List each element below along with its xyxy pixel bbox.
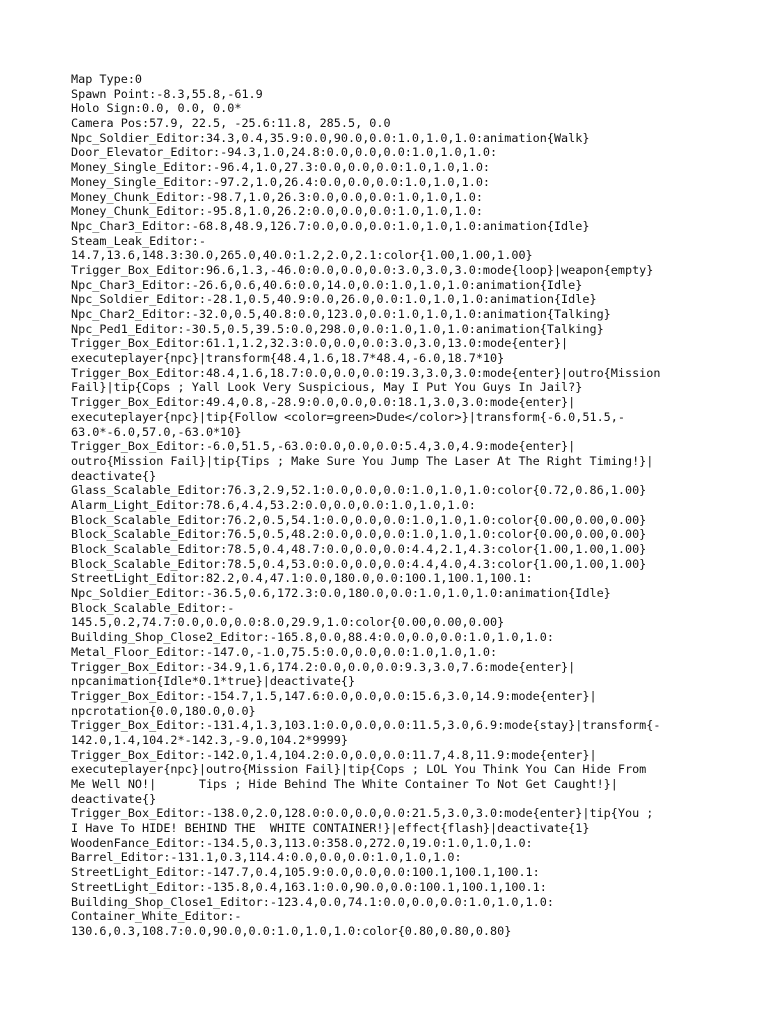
text-line: npcrotation{0.0,180.0,0.0} (71, 703, 256, 718)
text-line: Money_Chunk_Editor:-95.8,1.0,26.2:0.0,0.0,0.0:1.0,1.0,1.0: (71, 204, 483, 219)
text-line: Me Well NO!| Tips ; Hide Behind The White Container To Not Get Caught!}| (71, 777, 618, 791)
text-line: WoodenFance_Editor:-134.5,0.3,113.0:358.0,272.0,19.0:1.0,1.0,1.0: (71, 835, 533, 850)
document-body (71, 72, 751, 939)
text-line: StreetLight_Editor:82.2,0.4,47.1:0.0,180.0,0.0:100.1,100.1,100.1: (71, 571, 533, 586)
text-line: Spawn Point:-8.3,55.8,-61.9 (71, 86, 263, 101)
text-line: Block_Scalable_Editor:78.5,0.4,53.0:0.0,0.0,0.0:4.4,4.0,4.3:color{1.00,1.00,1.00} (71, 556, 647, 571)
text-line: Glass_Scalable_Editor:76.3,2.9,52.1:0.0,0.0,0.0:1.0,1.0,1.0:color{0.72,0.86,1.00} (71, 483, 647, 498)
text-line: 145.5,0.2,74.7:0.0,0.0,0.0:8.0,29.9,1.0:color{0.00,0.00,0.00} (71, 615, 505, 630)
text-line: Trigger_Box_Editor:-154.7,1.5,147.6:0.0,0.0,0.0:15.6,3.0,14.9:mode{enter}| (71, 688, 597, 703)
text-line: Alarm_Light_Editor:78.6,4.4,53.2:0.0,0.0,0.0:1.0,1.0,1.0: (71, 497, 476, 512)
text-line: executeplayer{npc}|tip{Follow <color=green>Dude</color>}|transform{-6.0,51.5,- (71, 409, 625, 424)
text-line: Door_Elevator_Editor:-94.3,1.0,24.8:0.0,0.0,0.0:1.0,1.0,1.0: (71, 145, 498, 160)
text-line: executeplayer{npc}|outro{Mission Fail}|tip{Cops ; LOL You Think You Can Hide From (71, 762, 647, 777)
text-line: Block_Scalable_Editor:76.2,0.5,54.1:0.0,0.0,0.0:1.0,1.0,1.0:color{0.00,0.00,0.00} (71, 512, 647, 527)
text-line: Barrel_Editor:-131.1,0.3,114.4:0.0,0.0,0.0:1.0,1.0,1.0: (71, 850, 462, 865)
text-line: outro{Mission Fail}|tip{Tips ; Make Sure You Jump The Laser At The Right Timing!}| (71, 453, 654, 468)
text-line: StreetLight_Editor:-135.8,0.4,163.1:0.0,90.0,0.0:100.1,100.1,100.1: (71, 879, 547, 894)
text-line: Trigger_Box_Editor:48.4,1.6,18.7:0.0,0.0,0.0:19.3,3.0,3.0:mode{enter}|outro{Mission (71, 365, 661, 380)
text-line: Fail}|tip{Cops ; Yall Look Very Suspicious, May I Put You Guys In Jail?} (71, 380, 583, 395)
text-line: Npc_Ped1_Editor:-30.5,0.5,39.5:0.0,298.0,0.0:1.0,1.0,1.0:animation{Talking} (71, 321, 604, 336)
text-line: Container_White_Editor:- (71, 909, 242, 924)
text-line: Holo Sign:0.0, 0.0, 0.0* (71, 101, 242, 116)
text-line: Npc_Char3_Editor:-26.6,0.6,40.6:0.0,14.0,0.0:1.0,1.0,1.0:animation{Idle} (71, 277, 583, 292)
text-line: 14.7,13.6,148.3:30.0,265.0,40.0:1.2,2.0,2.1:color{1.00,1.00,1.00} (71, 248, 533, 263)
text-line: 63.0*-6.0,57.0,-63.0*10} (71, 424, 242, 439)
text-line: Building_Shop_Close1_Editor:-123.4,0.0,74.1:0.0,0.0,0.0:1.0,1.0,1.0: (71, 894, 554, 909)
text-line: Trigger_Box_Editor:96.6,1.3,-46.0:0.0,0.0,0.0:3.0,3.0,3.0:mode{loop}|weapon{empty} (71, 262, 654, 277)
text-line: Npc_Char3_Editor:-68.8,48.9,126.7:0.0,0.0,0.0:1.0,1.0,1.0:animation{Idle} (71, 218, 590, 233)
text-line: 130.6,0.3,108.7:0.0,90.0,0.0:1.0,1.0,1.0:color{0.80,0.80,0.80} (71, 923, 512, 938)
text-line: Map Type:0 (71, 72, 143, 86)
text-line: npcanimation{Idle*0.1*true}|deactivate{} (71, 674, 356, 689)
text-line: I Have To HIDE! BEHIND THE WHITE CONTAINER!}|effect{flash}|deactivate{1} (71, 821, 590, 836)
text-line: Steam_Leak_Editor:- (71, 233, 206, 248)
text-line: deactivate{} (71, 468, 157, 483)
text-line: Money_Single_Editor:-97.2,1.0,26.4:0.0,0.0,0.0:1.0,1.0,1.0: (71, 174, 491, 189)
text-line: Trigger_Box_Editor:-142.0,1.4,104.2:0.0,0.0,0.0:11.7,4.8,11.9:mode{enter}| (71, 747, 597, 762)
text-line: Npc_Soldier_Editor:-36.5,0.6,172.3:0.0,180.0,0.0:1.0,1.0,1.0:animation{Idle} (71, 586, 611, 601)
text-line: Trigger_Box_Editor:61.1,1.2,32.3:0.0,0.0,0.0:3.0,3.0,13.0:mode{enter}| (71, 336, 569, 351)
text-line: Npc_Soldier_Editor:34.3,0.4,35.9:0.0,90.0,0.0:1.0,1.0,1.0:animation{Walk} (71, 130, 590, 145)
text-line: Trigger_Box_Editor:49.4,0.8,-28.9:0.0,0.0,0.0:18.1,3.0,3.0:mode{enter}| (71, 395, 576, 410)
text-line: Trigger_Box_Editor:-6.0,51.5,-63.0:0.0,0.0,0.0:5.4,3.0,4.9:mode{enter}| (71, 439, 576, 454)
text-line: Camera Pos:57.9, 22.5, -25.6:11.8, 285.5, 0.0 (71, 116, 391, 131)
text-line: Block_Scalable_Editor:78.5,0.4,48.7:0.0,0.0,0.0:4.4,2.1,4.3:color{1.00,1.00,1.00} (71, 542, 647, 556)
text-line: Npc_Char2_Editor:-32.0,0.5,40.8:0.0,123.0,0.0:1.0,1.0,1.0:animation{Talking} (71, 307, 611, 321)
text-line: Money_Single_Editor:-96.4,1.0,27.3:0.0,0.0,0.0:1.0,1.0,1.0: (71, 160, 491, 175)
text-line: Trigger_Box_Editor:-138.0,2.0,128.0:0.0,0.0,0.0:21.5,3.0,3.0:mode{enter}|tip{You ; (71, 806, 654, 821)
text-line: Metal_Floor_Editor:-147.0,-1.0,75.5:0.0,0.0,0.0:1.0,1.0,1.0: (71, 644, 498, 659)
text-line: deactivate{} (71, 791, 157, 806)
text-line: Block_Scalable_Editor:76.5,0.5,48.2:0.0,0.0,0.0:1.0,1.0,1.0:color{0.00,0.00,0.00} (71, 527, 647, 542)
text-line: executeplayer{npc}|transform{48.4,1.6,18.7*48.4,-6.0,18.7*10} (71, 351, 505, 366)
text-line: StreetLight_Editor:-147.7,0.4,105.9:0.0,0.0,0.0:100.1,100.1,100.1: (71, 865, 540, 880)
text-line: 142.0,1.4,104.2*-142.3,-9.0,104.2*9999} (71, 732, 348, 747)
text-line: Money_Chunk_Editor:-98.7,1.0,26.3:0.0,0.0,0.0:1.0,1.0,1.0: (71, 189, 483, 204)
text-line: Npc_Soldier_Editor:-28.1,0.5,40.9:0.0,26.0,0.0:1.0,1.0,1.0:animation{Idle} (71, 292, 597, 307)
document-page (71, 72, 751, 939)
text-line: Block_Scalable_Editor:- (71, 600, 235, 615)
text-line: Building_Shop_Close2_Editor:-165.8,0.0,88.4:0.0,0.0,0.0:1.0,1.0,1.0: (71, 630, 554, 645)
text-line: Trigger_Box_Editor:-34.9,1.6,174.2:0.0,0.0,0.0:9.3,3.0,7.6:mode{enter}| (71, 659, 576, 674)
text-line: Trigger_Box_Editor:-131.4,1.3,103.1:0.0,0.0,0.0:11.5,3.0,6.9:mode{stay}|transform{- (71, 718, 661, 733)
